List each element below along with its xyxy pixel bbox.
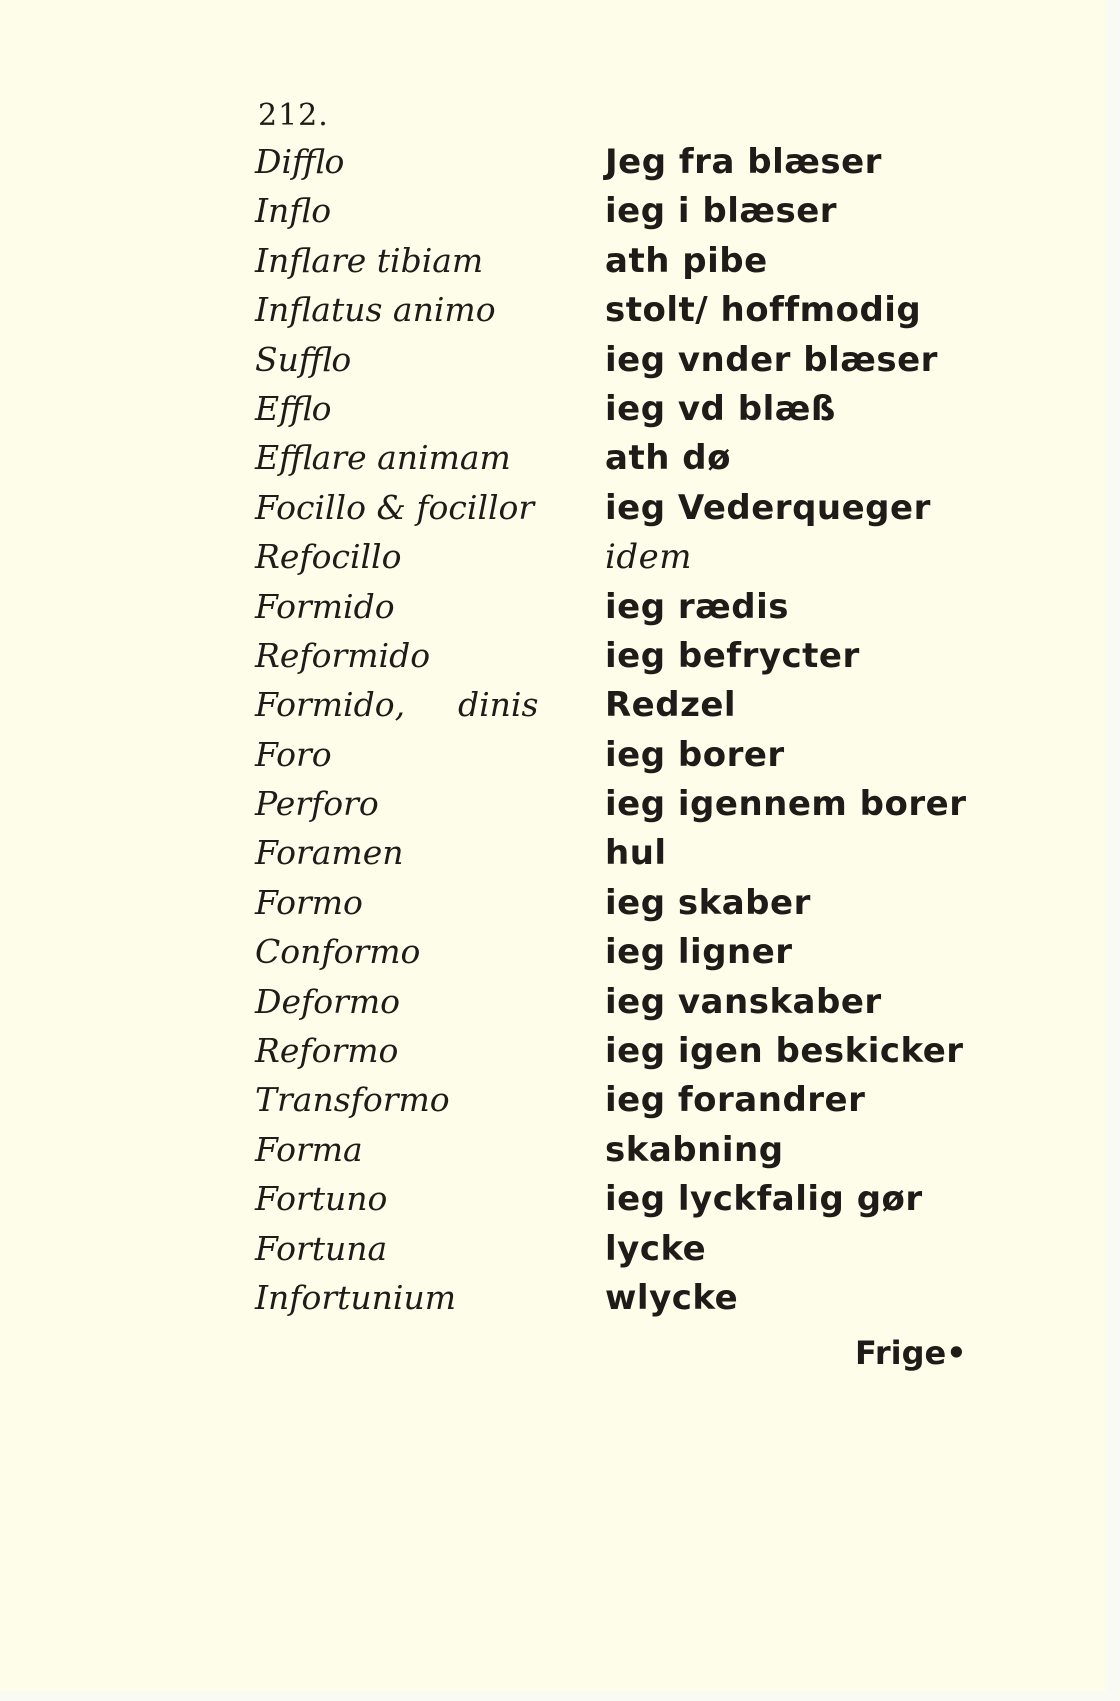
danish-translation: Jeg fra blæser [605,142,882,182]
latin-term: Foro [255,734,332,774]
latin-term: Fortuno [255,1179,388,1219]
latin-genitive: dinis [458,685,539,725]
glossary-row [255,1130,1015,1179]
glossary-row [255,685,1015,734]
latin-term: Deformo [255,981,401,1021]
danish-translation: ieg Vederqueger [605,487,931,528]
glossary-row [255,1179,1015,1228]
glossary-row [255,932,1015,981]
latin-term: Inflo [255,191,332,231]
latin-term: Perforo [255,784,379,824]
latin-term: Conformo [255,932,421,972]
latin-term: Efflo [255,388,332,428]
danish-translation: ieg rædis [605,586,790,627]
glossary-row [255,241,1015,290]
danish-translation: idem [605,537,692,578]
latin-term: Foramen [255,833,404,873]
danish-translation: ieg vnder blæser [605,339,938,380]
glossary-row [255,982,1015,1031]
danish-translation: ieg igennem borer [605,784,967,825]
page-edge-bottom [0,1691,1120,1701]
danish-translation: ieg vd blæß [605,388,836,429]
latin-term: Reformido [255,635,431,675]
danish-translation: ieg vanskaber [605,981,882,1022]
danish-translation: ath pibe [605,240,768,281]
danish-translation: hul [605,833,667,874]
danish-translation: ath dø [605,438,731,479]
latin-term: Focillo & focillor [255,487,535,527]
latin-term: Infortunium [255,1277,457,1317]
glossary-entries [255,142,1015,1327]
latin-term: Fortuna [255,1228,388,1268]
glossary-row [255,142,1015,191]
glossary-row [255,636,1015,685]
danish-translation: stolt/ hoffmodig [605,290,922,331]
glossary-row [255,537,1015,586]
danish-translation: Redzel [605,685,737,726]
latin-term: Sufflo [255,339,352,379]
danish-translation: skabning [605,1129,784,1170]
glossary-row [255,784,1015,833]
glossary-row [255,1278,1015,1327]
glossary-row [255,191,1015,240]
catchword: Frige• [855,1334,967,1372]
danish-translation: ieg borer [605,734,785,775]
danish-translation: ieg befrycter [605,635,860,676]
glossary-row [255,735,1015,784]
glossary-row [255,883,1015,932]
glossary-row [255,340,1015,389]
latin-term: Refocillo [255,537,402,577]
glossary-row [255,438,1015,487]
danish-translation: lycke [605,1228,707,1269]
danish-translation: ieg skaber [605,882,811,923]
latin-term: Forma [255,1129,363,1169]
latin-term: Formo [255,882,363,922]
glossary-row [255,833,1015,882]
danish-translation: ieg i blæser [605,191,838,232]
glossary-row [255,389,1015,438]
latin-term: Transformo [255,1080,450,1120]
danish-translation: wlycke [605,1277,739,1318]
danish-translation: ieg igen beskicker [605,1031,964,1072]
latin-term: Difflo [255,142,345,181]
glossary-row [255,1080,1015,1129]
glossary-row [255,290,1015,339]
glossary-row [255,587,1015,636]
latin-term: Efflare animam [255,438,511,478]
latin-term: Formido [255,586,395,626]
latin-term: Inflatus animo [255,290,496,330]
glossary-row [255,1229,1015,1278]
danish-translation: ieg lyckfalig gør [605,1179,923,1220]
page-edge-right [1106,0,1120,1701]
latin-term: Reformo [255,1031,399,1071]
danish-translation: ieg ligner [605,932,793,973]
page-number: 212. [258,98,329,133]
latin-term: Inflare tibiam [255,240,484,280]
glossary-row [255,488,1015,537]
danish-translation: ieg forandrer [605,1080,866,1121]
glossary-row [255,1031,1015,1080]
latin-term: Formido, [255,685,406,725]
